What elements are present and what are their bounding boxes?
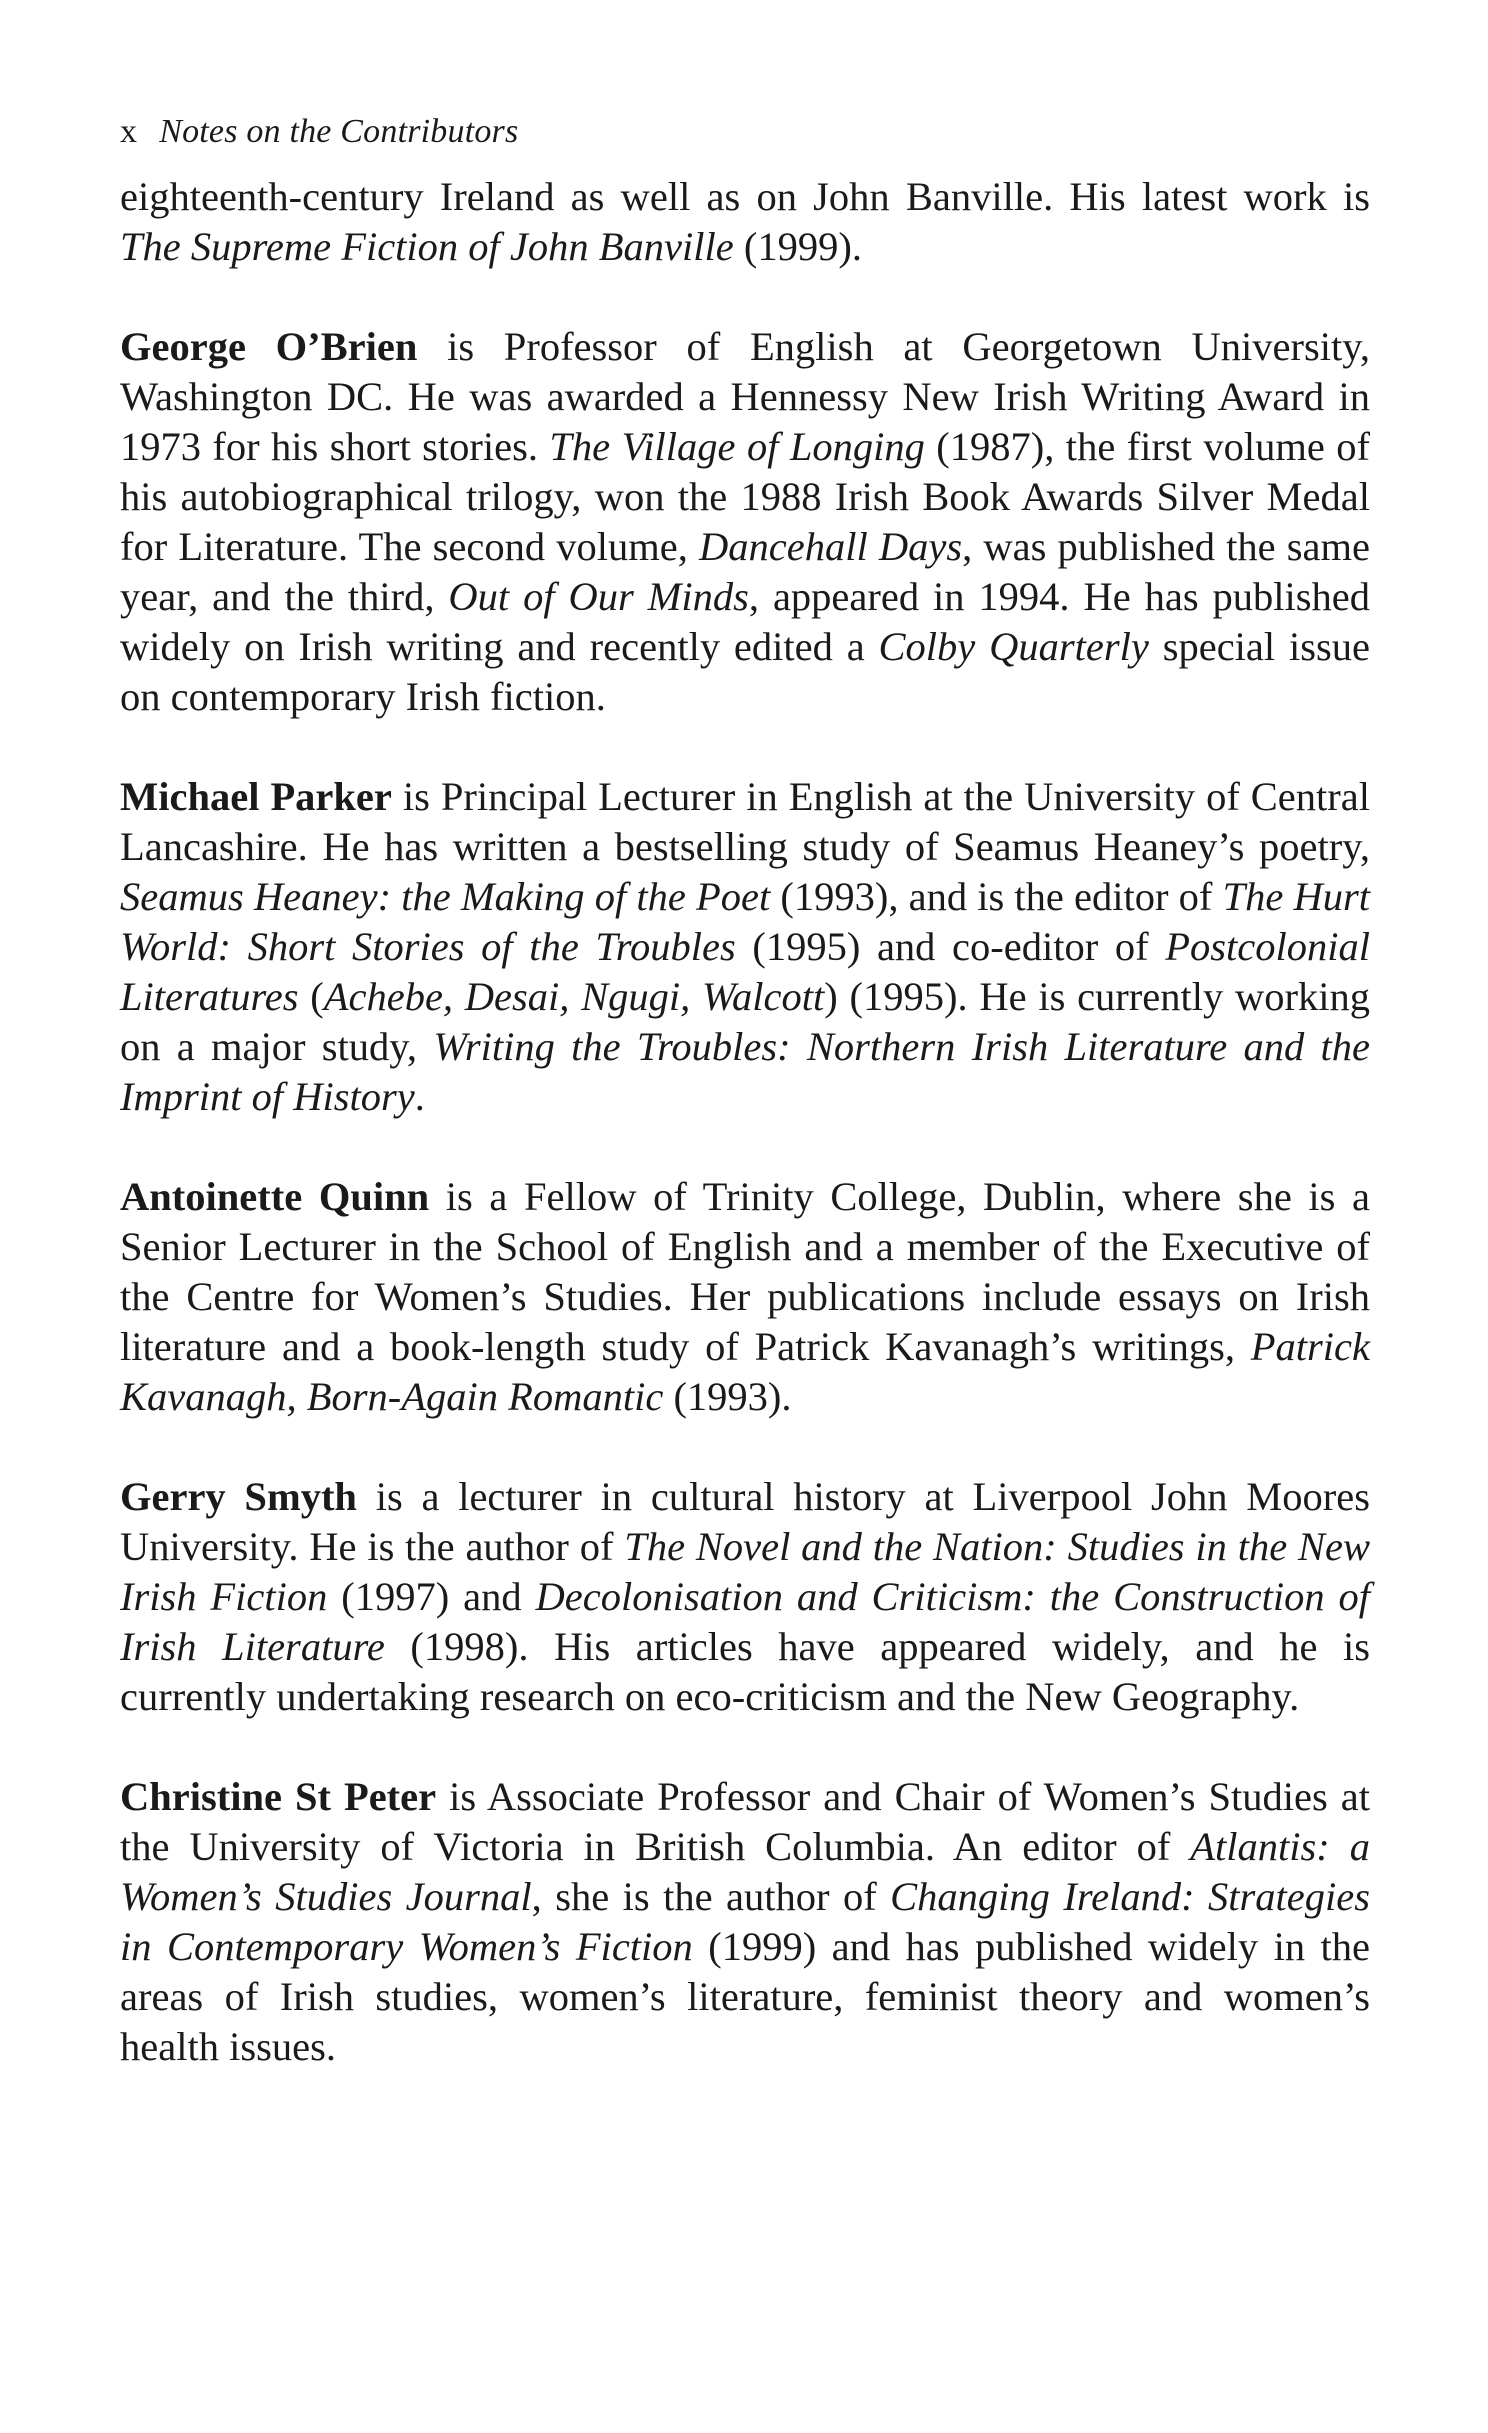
work-title: Patrick Kavanagh, Born-Again Romantic (120, 1324, 1370, 1419)
work-title: The Novel and the Nation: Studies in the New Irish Fiction (120, 1524, 1370, 1619)
bio-text: , appeared in 1994. He has published widely on Irish writing and recently edited a (120, 574, 1370, 669)
work-title: Colby Quarterly (878, 624, 1149, 669)
work-title: Changing Ireland: Strategies in Contemporary Women’s Fiction (120, 1874, 1371, 1969)
contributor-entry (120, 1172, 1370, 1422)
bio-text: is a Fellow of Trinity College, Dublin, where she is a Senior Lecturer in the School of English and a member of the Executive of the Centre for Women’s Studies. Her publications include essays on Irish literature and a book-length study of Patrick Kavanagh’s writings, (120, 1174, 1370, 1369)
entry-continuation (120, 172, 1370, 272)
running-head (120, 112, 1370, 172)
bio-text: (1993). (663, 1374, 792, 1419)
contributor-entry (120, 322, 1370, 722)
work-title: Atlantis: a Women’s Studies Journal (120, 1824, 1370, 1919)
bio-text: , was published the same year, and the third, (120, 524, 1370, 619)
bio-text: (1995) and co-editor of (735, 924, 1166, 969)
book-page (120, 112, 1370, 2122)
work-title: Decolonisation and Criticism: the Construction of Irish Literature (120, 1574, 1371, 1669)
running-head-title: Notes on the Contributors (159, 113, 519, 150)
bio-text: ( (298, 974, 324, 1019)
bio-text: (1999) and has published widely in the areas of Irish studies, women’s literature, feminist theory and women’s health issues. (120, 1924, 1370, 2069)
work-title: The Hurt World: Short Stories of the Troubles (120, 874, 1370, 969)
bio-text: ) (1995). He is currently working on a major study, (120, 974, 1370, 1069)
page-number: x (120, 113, 138, 150)
contributor-name: Antoinette Quinn (120, 1174, 430, 1219)
work-title: The Supreme Fiction of John Banville (120, 224, 734, 269)
contributor-name: Christine St Peter (120, 1774, 437, 1819)
bio-text: is a lecturer in cultural history at Liverpool John Moores University. He is the author of (120, 1474, 1370, 1569)
work-title: The Village of Longing (549, 424, 925, 469)
contributor-name: Michael Parker (120, 774, 392, 819)
bio-text: (1999). (733, 224, 862, 269)
contributor-entry (120, 772, 1370, 1122)
bio-text: . (414, 1074, 425, 1119)
bio-text: is Principal Lecturer in English at the University of Central Lancashire. He has written a bestselling study of Seamus Heaney’s poetry, (120, 774, 1370, 869)
bio-text: (1998). His articles have appeared widely, and he is currently undertaking research on eco-criticism and the New Geography. (120, 1624, 1370, 1719)
contributor-name: Gerry Smyth (120, 1474, 357, 1519)
bio-text: special issue on contemporary Irish fiction. (120, 624, 1370, 719)
work-title: Postcolonial Literatures (120, 924, 1370, 1019)
work-title: Seamus Heaney: the Making of the Poet (120, 874, 771, 919)
bio-text: is Professor of English at Georgetown University, Washington DC. He was awarded a Hennessy New Irish Writing Award in 1973 for his short stories. (120, 324, 1370, 469)
bio-text: eighteenth-century Ireland as well as on John Banville. His latest work is (120, 174, 1370, 219)
work-title: Writing the Troubles: Northern Irish Literature and the Imprint of History (120, 1024, 1371, 1119)
contributor-notes (120, 172, 1370, 2072)
contributor-entry (120, 1472, 1370, 1722)
work-title: Dancehall Days (699, 524, 963, 569)
bio-text: (1987), the first volume of his autobiographical trilogy, won the 1988 Irish Book Awards Silver Medal for Literature. The second volume, (120, 424, 1370, 569)
bio-text: is Associate Professor and Chair of Women’s Studies at the University of Victoria in British Columbia. An editor of (120, 1774, 1370, 1869)
work-title: Out of Our Minds (448, 574, 749, 619)
work-title: Achebe, Desai, Ngugi, Walcott (323, 974, 825, 1019)
bio-text: (1993), and is the editor of (770, 874, 1223, 919)
contributor-entry (120, 1772, 1370, 2072)
bio-text: (1997) and (327, 1574, 536, 1619)
bio-text: , she is the author of (531, 1874, 891, 1919)
contributor-name: George O’Brien (120, 324, 418, 369)
